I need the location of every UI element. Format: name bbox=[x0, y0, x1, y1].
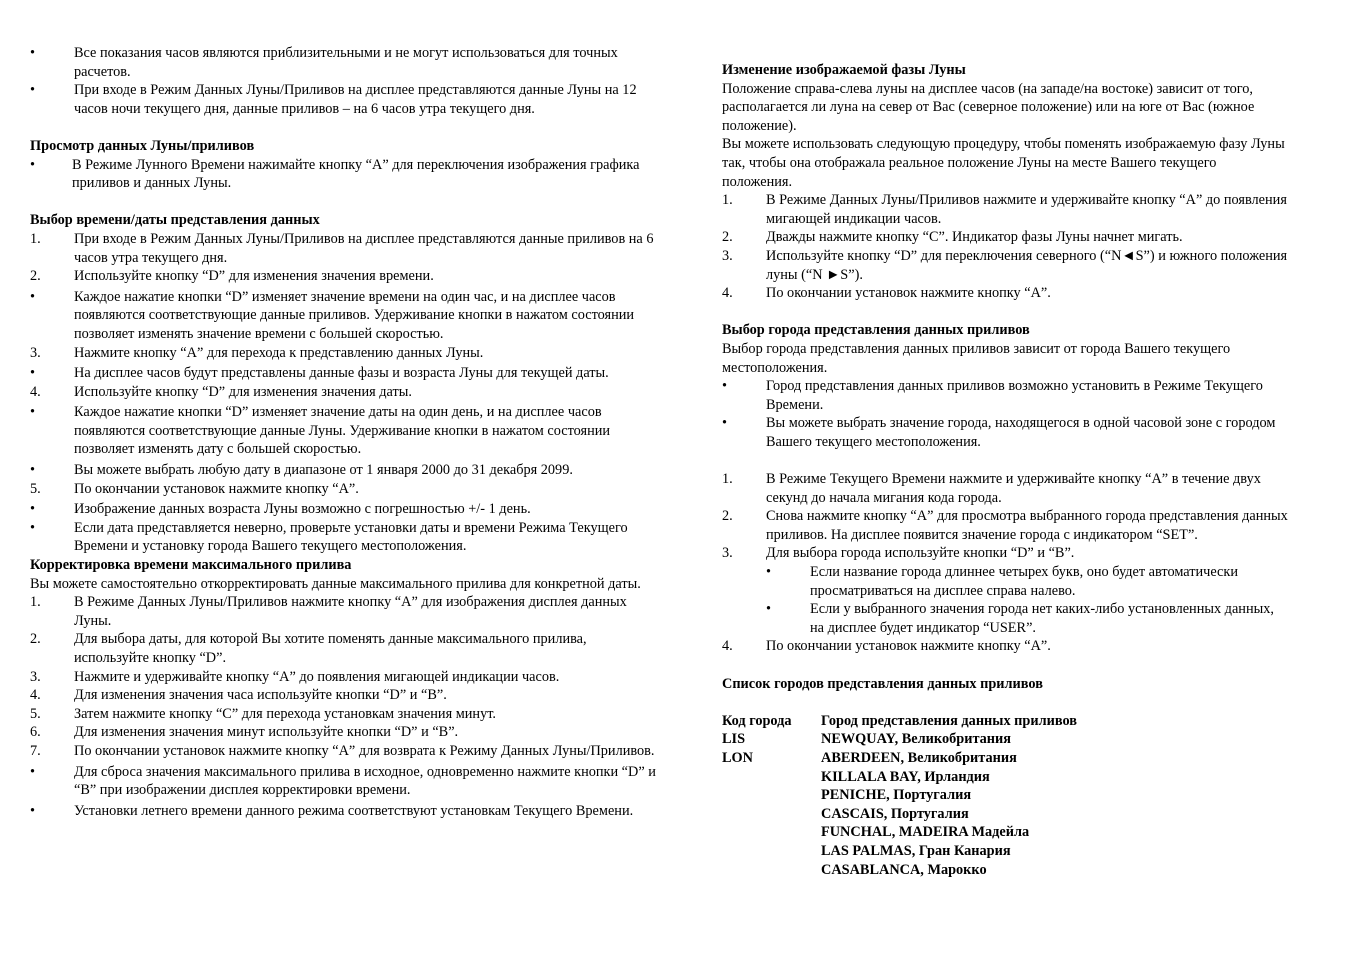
column-header-city: Город представления данных приливов bbox=[821, 712, 1077, 729]
list-item: 1. В Режиме Данных Луны/Приливов нажмите кнопку “А” для изображения дисплея данных Луны. bbox=[30, 594, 627, 629]
list-item: 1. В Режиме Данных Луны/Приливов нажмите и удерживайте кнопку “А” до появления мигающей индикации часов. bbox=[722, 192, 1287, 227]
city-table bbox=[722, 712, 1077, 879]
list-item: 4. По окончании установок нажмите кнопку “А”. bbox=[722, 638, 1051, 655]
table-row: KILLALA BAY, Ирландия bbox=[821, 768, 990, 785]
list-item: 2. Снова нажмите кнопку “А” для просмотра выбранного города представления данных приливов. На дисплее появится значение города с индикатором “SET”. bbox=[722, 508, 1288, 543]
right-column bbox=[722, 61, 1288, 879]
column-header-code: Код города bbox=[722, 712, 792, 729]
section-heading-date-select: Выбор времени/даты представления данных bbox=[30, 212, 320, 229]
paragraph: Вы можете самостоятельно откорректировать данные максимального прилива для конкретной даты. bbox=[30, 575, 641, 592]
table-row: CASABLANCA, Марокко bbox=[821, 861, 987, 878]
list-item: 3. Нажмите кнопку “А” для перехода к представлению данных Луны. bbox=[30, 344, 484, 361]
list-item: 1. При входе в Режим Данных Луны/Приливов на дисплее представляются данные приливов на 6 часов утра текущего дня. bbox=[30, 230, 654, 266]
list-item: • Если дата представляется неверно, проверьте установки даты и времени Режима Текущего Времени и установку города Вашего текущего местоположения. bbox=[30, 519, 628, 555]
list-item: 4. Используйте кнопку “D” для изменения значения даты. bbox=[30, 383, 412, 400]
list-item: • Вы можете выбрать значение города, находящегося в одной часовой зоне с городом Вашего текущего местоположения. bbox=[722, 415, 1276, 450]
paragraph: Вы можете использовать следующую процедуру, чтобы поменять изображаемую фазу Луны так, чтобы она отображала реальное положение Луны на месте Вашего текущего положения. bbox=[722, 136, 1285, 190]
list-item: 5. По окончании установок нажмите кнопку “А”. bbox=[30, 480, 359, 497]
section-heading-city-list: Список городов представления данных приливов bbox=[722, 675, 1043, 692]
list-item: 3. Используйте кнопку “D” для переключения северного (“N◄S”) и южного положения луны (“N ►S”). bbox=[722, 247, 1288, 283]
table-row: LAS PALMAS, Гран Канария bbox=[821, 842, 1011, 859]
list-item: • Установки летнего времени данного режима соответствуют установкам Текущего Времени. bbox=[30, 802, 634, 819]
list-item: 2. Используйте кнопку “D” для изменения значения времени. bbox=[30, 268, 434, 285]
list-item: 4. По окончании установок нажмите кнопку “А”. bbox=[722, 285, 1051, 302]
list-item: • На дисплее часов будут представлены данные фазы и возраста Луны для текущей даты. bbox=[30, 365, 609, 382]
table-row: CASCAIS, Португалия bbox=[821, 805, 969, 822]
list-item: 7. По окончании установок нажмите кнопку “А” для возврата к Режиму Данных Луны/Приливов. bbox=[30, 742, 655, 759]
list-item: 1. В Режиме Текущего Времени нажмите и удерживайте кнопку “А” в течение двух секунд до начала мигания кода города. bbox=[722, 471, 1261, 506]
paragraph: Выбор города представления данных приливов зависит от города Вашего текущего местоположения. bbox=[722, 340, 1231, 376]
list-item: • Вы можете выбрать любую дату в диапазоне от 1 января 2000 до 31 декабря 2099. bbox=[30, 462, 573, 479]
list-item: • Все показания часов являются приблизительными и не могут использоваться для точных расчетов. bbox=[30, 45, 618, 80]
list-item: • Каждое нажатие кнопки “D” изменяет значение даты на один день, и на дисплее часов появляются соответствующие данные Луны. Удерживание кнопки в нажатом состоянии позволяет изменять дату с большей скоростью. bbox=[30, 404, 611, 458]
list-item: 2. Для выбора даты, для которой Вы хотите поменять данные максимального прилива, используйте кнопку “D”. bbox=[30, 631, 587, 666]
list-item: 4. Для изменения значения часа используйте кнопки “D” и “B”. bbox=[30, 687, 447, 704]
left-column bbox=[30, 44, 658, 820]
list-item: 5. Затем нажмите кнопку “C” для перехода установкам значения минут. bbox=[30, 705, 496, 722]
table-header-row bbox=[722, 712, 1077, 731]
list-item: • Изображение данных возраста Луны возможно с погрешностью +/- 1 день. bbox=[30, 501, 531, 518]
list-item: • Для сброса значения максимального прилива в исходное, одновременно нажмите кнопки “D” и “B” при изображении дисплея корректировки времени. bbox=[30, 763, 656, 799]
list-item: 3. Нажмите и удерживайте кнопку “А” до появления мигающей индикации часов. bbox=[30, 668, 560, 685]
section-heading-city-select: Выбор города представления данных приливов bbox=[722, 322, 1030, 339]
list-item: 2. Дважды нажмите кнопку “С”. Индикатор фазы Луны начнет мигать. bbox=[722, 229, 1183, 246]
section-heading-moon-phase: Изменение изображаемой фазы Луны bbox=[722, 62, 966, 78]
section-heading-moon-tide-view: Просмотр данных Луны/приливов bbox=[30, 137, 255, 154]
table-row: LON ABERDEEN, Великобритания bbox=[722, 749, 1017, 766]
table-row: FUNCHAL, MADEIRA Мадейла bbox=[821, 824, 1030, 841]
table-row: LIS NEWQUAY, Великобритания bbox=[722, 731, 1012, 748]
list-item: • При входе в Режим Данных Луны/Приливов на дисплее представляются данные Луны на 12 часов ночи текущего дня, данные приливов – на 6 часов утра текущего дня. bbox=[30, 82, 637, 117]
list-item: • Город представления данных приливов возможно установить в Режиме Текущего Времени. bbox=[722, 378, 1263, 413]
table-row: PENICHE, Португалия bbox=[821, 787, 972, 804]
list-item: • Каждое нажатие кнопки “D” изменяет значение времени на один час, и на дисплее часов появляются соответствующие данные приливов. Удерживание кнопки в нажатом состоянии позволяет изменять значение времени с большей скоростью. bbox=[30, 288, 635, 342]
list-item: 6. Для изменения значения минут используйте кнопки “D” и “B”. bbox=[30, 724, 459, 741]
sub-list-item: • Если название города длиннее четырех букв, оно будет автоматически просматриваться на дисплее справа налево. bbox=[766, 564, 1238, 599]
paragraph: Положение справа-слева луны на дисплее часов (на западе/на востоке) зависит от того, располагается ли луна на север от Вас (северное положение) или на юге от Вас (южное положение). bbox=[722, 80, 1255, 134]
list-item: • В Режиме Лунного Времени нажимайте кнопку “А” для переключения изображения графика приливов и данных Луны. bbox=[30, 156, 640, 192]
section-heading-max-tide: Корректировка времени максимального прилива bbox=[30, 557, 352, 574]
list-item: 3. Для выбора города используйте кнопки “D” и “B”. bbox=[722, 545, 1075, 562]
sub-list-item: • Если у выбранного значения города нет каких-либо установленных данных, на дисплее будет индикатор “USER”. bbox=[766, 601, 1274, 636]
